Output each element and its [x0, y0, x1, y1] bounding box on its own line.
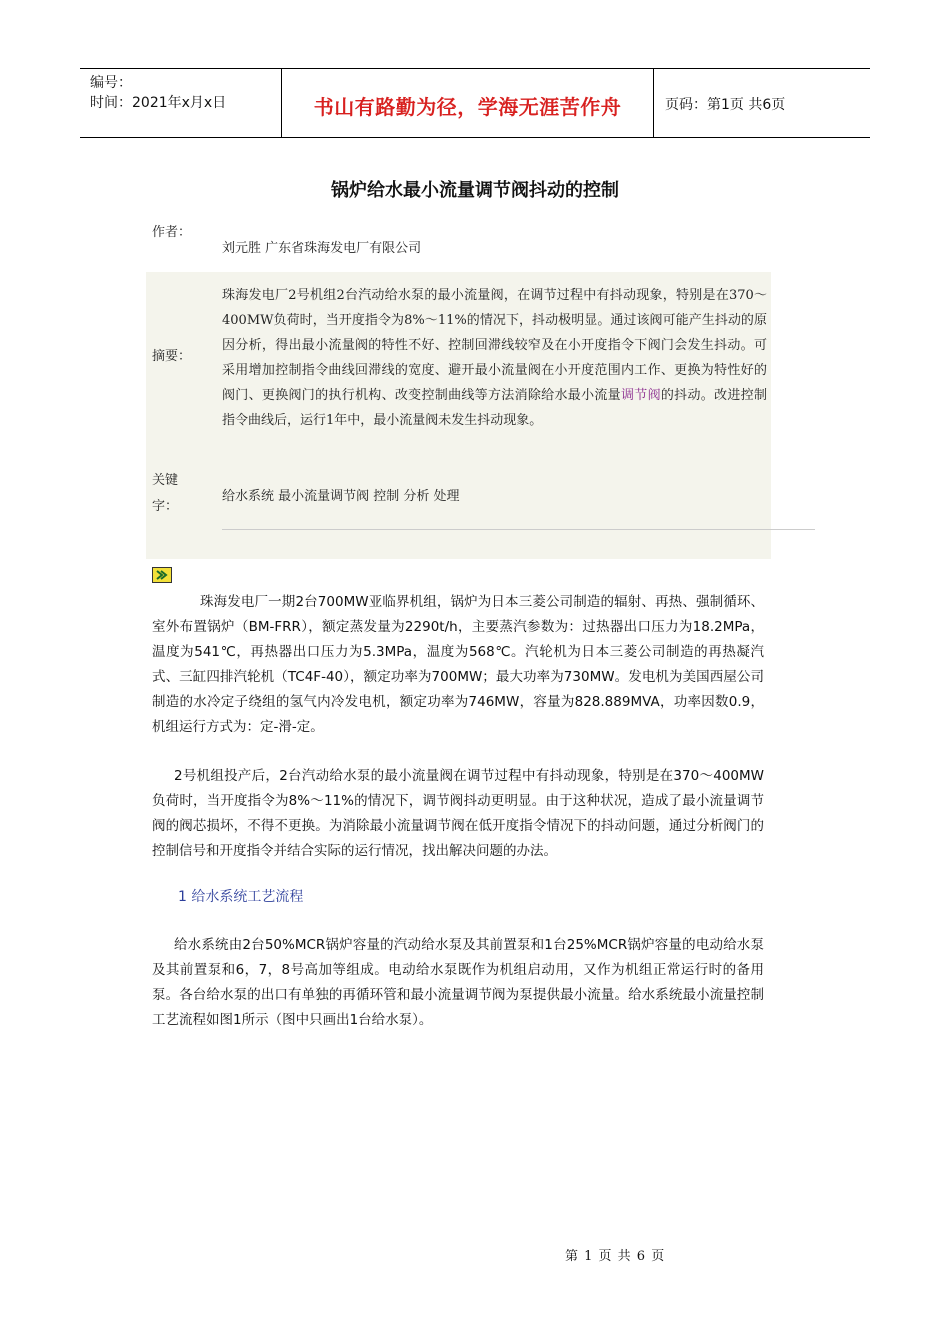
author-label: 作者： — [152, 225, 192, 240]
abstract-link-valve[interactable]: 调节阀 — [620, 388, 661, 403]
author-value: 刘元胜 广东省珠海发电厂有限公司 — [222, 241, 422, 256]
keywords-label: 关键字： — [152, 473, 179, 514]
abstract-part2: 的抖动。改进控制指令曲线后，运行1年中，最小流量阀未发生抖动现象。 — [222, 388, 767, 428]
body-paragraph-1: 珠海发电厂一期2台700MW亚临界机组，锅炉为日本三菱公司制造的辐射、再热、强制循环、室外布置锅炉（BM-FRR），额定蒸发量为2290t/h，主要蒸汽参数为：过热器出口压力为18.2MPa，温度为541℃，再热器出口压力为5.3MPa，温度为568℃。汽轮机为日本三菱公司制造的再热凝汽式、三缸四排汽轮机（TC4F-40），额定功率为700MW；最大功率为730MW。发电机为美国西屋公司制造的水冷定子绕组的氢气内冷发电机，额定功率为746MW，容量为828.889MVA，功率因数0.9，机组运行方式为：定-滑-定。 — [152, 594, 764, 735]
abstract-part1: 珠海发电厂2号机组2台汽动给水泵的最小流量阀，在调节过程中有抖动现象，特别是在370～400MW负荷时，当开度指令为8%～11%的情况下，抖动极明显。通过该阀可能产生抖动的原因分析，得出最小流量阀的特性不好、控制回滞线较窄及在小开度指令下阀门会发生抖动。可采用增加控制指令曲线回滞线的宽度、避开最小流量阀在小开度范围内工作、更换为特性好的阀门、更换阀门的执行机构、改变控制曲线等方法消除给水最小流量 — [222, 288, 767, 403]
header-table — [80, 68, 870, 138]
page-footer: 第 1 页 共 6 页 — [565, 1249, 666, 1264]
header-divider-right — [653, 69, 654, 137]
abstract-text — [222, 283, 767, 433]
arrow-badge-icon[interactable] — [152, 567, 172, 583]
header-left — [90, 73, 226, 113]
abstract-label: 摘要： — [152, 349, 192, 364]
separator-line — [222, 529, 815, 530]
body-paragraph-2: 2号机组投产后，2台汽动给水泵的最小流量阀在调节过程中有抖动现象，特别是在370～400MW负荷时，当开度指令为8%～11%的情况下，调节阀抖动更明显。由于这种状况，造成了最小流量调节阀的阀芯损坏，不得不更换。为消除最小流量调节阀在低开度指令情况下的抖动问题，通过分析阀门的控制信号和开度指令并结合实际的运行情况，找出解决问题的办法。 — [152, 768, 764, 859]
document-title: 锅炉给水最小流量调节阀抖动的控制 — [331, 180, 619, 201]
header-motto: 书山有路勤为径，学海无涯苦作舟 — [313, 95, 622, 119]
keywords-value: 给水系统 最小流量调节阀 控制 分析 处理 — [222, 489, 460, 504]
section-heading-1: 1 给水系统工艺流程 — [178, 889, 304, 905]
doc-date: 时间：2021年x月x日 — [90, 95, 227, 111]
body-paragraph-3: 给水系统由2台50%MCR锅炉容量的汽动给水泵及其前置泵和1台25%MCR锅炉容量的电动给水泵及其前置泵和6，7，8号高加等组成。电动给水泵既作为机组启动用，又作为机组正常运行时的备用泵。各台给水泵的出口有单独的再循环管和最小流量调节阀为泵提供最小流量。给水系统最小流量控制工艺流程如图1所示（图中只画出1台给水泵）。 — [152, 937, 764, 1028]
doc-number-label: 编号： — [90, 75, 132, 91]
header-page-info: 页码：第1页 共6页 — [665, 97, 786, 113]
